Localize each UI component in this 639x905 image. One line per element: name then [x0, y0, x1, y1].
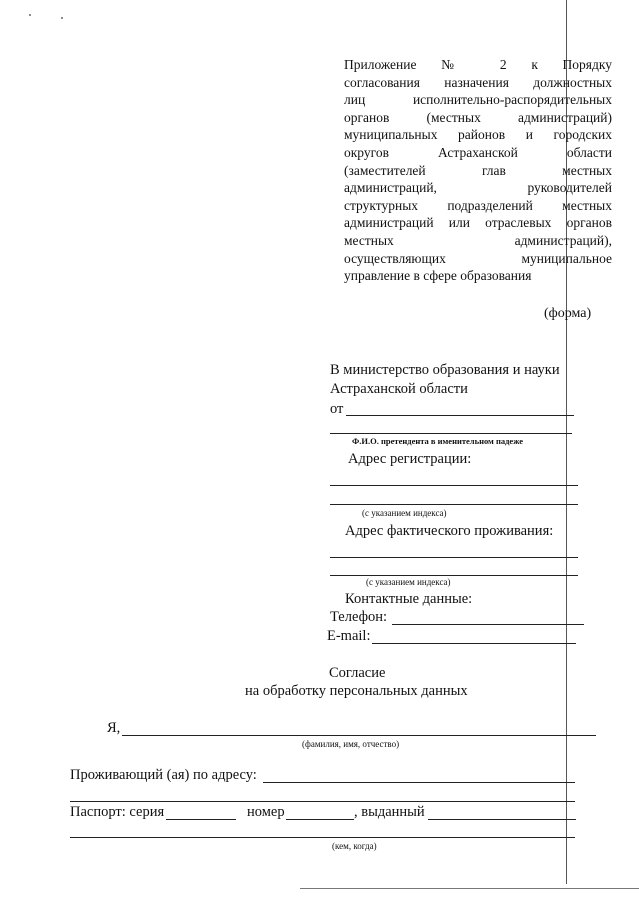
consent-fio-caption: (фамилия, имя, отчество): [302, 739, 400, 749]
reg-address-label: Адрес регистрации:: [348, 451, 472, 467]
issued-field-2[interactable]: [70, 837, 575, 838]
phone-field[interactable]: [392, 624, 584, 625]
annex-line: лиц исполнительно-распорядительных: [344, 92, 612, 108]
passport-series-field[interactable]: [166, 819, 236, 820]
issued-field[interactable]: [428, 819, 576, 820]
annex-line: округов Астраханской области: [344, 144, 612, 160]
scan-speck: [61, 17, 63, 19]
addressee-line-2: Астраханской области: [330, 381, 468, 397]
email-field[interactable]: [372, 643, 576, 644]
phone-label: Телефон:: [330, 609, 388, 625]
annex-line: Приложение № 2 к Порядку: [344, 57, 612, 72]
actual-address-field[interactable]: [330, 557, 578, 558]
contacts-label: Контактные данные:: [345, 591, 473, 607]
passport-number-label: номер: [247, 804, 285, 820]
passport-number-field[interactable]: [286, 819, 354, 820]
annex-line: осуществляющих муниципальное: [344, 250, 612, 266]
annex-line: управление в сфере образования: [344, 268, 532, 284]
i-label: Я,: [107, 720, 121, 736]
annex-line: администраций, руководителей: [344, 180, 612, 196]
issued-label: , выданный: [354, 804, 425, 820]
consent-title: Согласие: [329, 665, 386, 681]
from-name-field-2[interactable]: [330, 433, 572, 434]
address-field[interactable]: [263, 782, 575, 783]
form-label: (форма): [544, 306, 592, 321]
annex-line: (заместителей глав местных: [344, 162, 612, 178]
annex-header: [344, 56, 612, 285]
actual-address-label: Адрес фактического проживания:: [345, 523, 554, 539]
consent-subtitle: на обработку персональных данных: [245, 683, 468, 699]
annex-line: структурных подразделений местных: [344, 197, 612, 213]
passport-series-label: Паспорт: серия: [70, 804, 165, 820]
address-label: Проживающий (ая) по адресу:: [70, 767, 257, 783]
actual-index-caption: (с указанием индекса): [366, 577, 451, 587]
addressee-line-1: В министерство образования и науки: [330, 362, 560, 378]
issued-caption: (кем, когда): [332, 841, 377, 851]
scan-speck: [29, 14, 31, 16]
scan-bottom-edge: [300, 888, 639, 889]
from-name-field[interactable]: [346, 415, 574, 416]
email-label: E-mail:: [327, 628, 371, 644]
reg-index-caption: (с указанием индекса): [362, 508, 447, 518]
actual-address-field-2[interactable]: [330, 575, 578, 576]
annex-line: муниципальных районов и городских: [344, 127, 612, 143]
reg-address-field-2[interactable]: [330, 504, 578, 505]
from-label: от: [330, 401, 344, 417]
annex-line: согласования назначения должностных: [344, 74, 612, 90]
annex-line: органов (местных администраций): [344, 109, 612, 125]
fio-field[interactable]: [122, 735, 596, 736]
annex-line: администраций или отраслевых органов: [344, 215, 612, 231]
fio-caption: Ф.И.О. претендента в именительном падеже: [352, 436, 524, 446]
reg-address-field[interactable]: [330, 485, 578, 486]
annex-line: местных администраций),: [344, 232, 612, 248]
address-field-2[interactable]: [70, 801, 575, 802]
